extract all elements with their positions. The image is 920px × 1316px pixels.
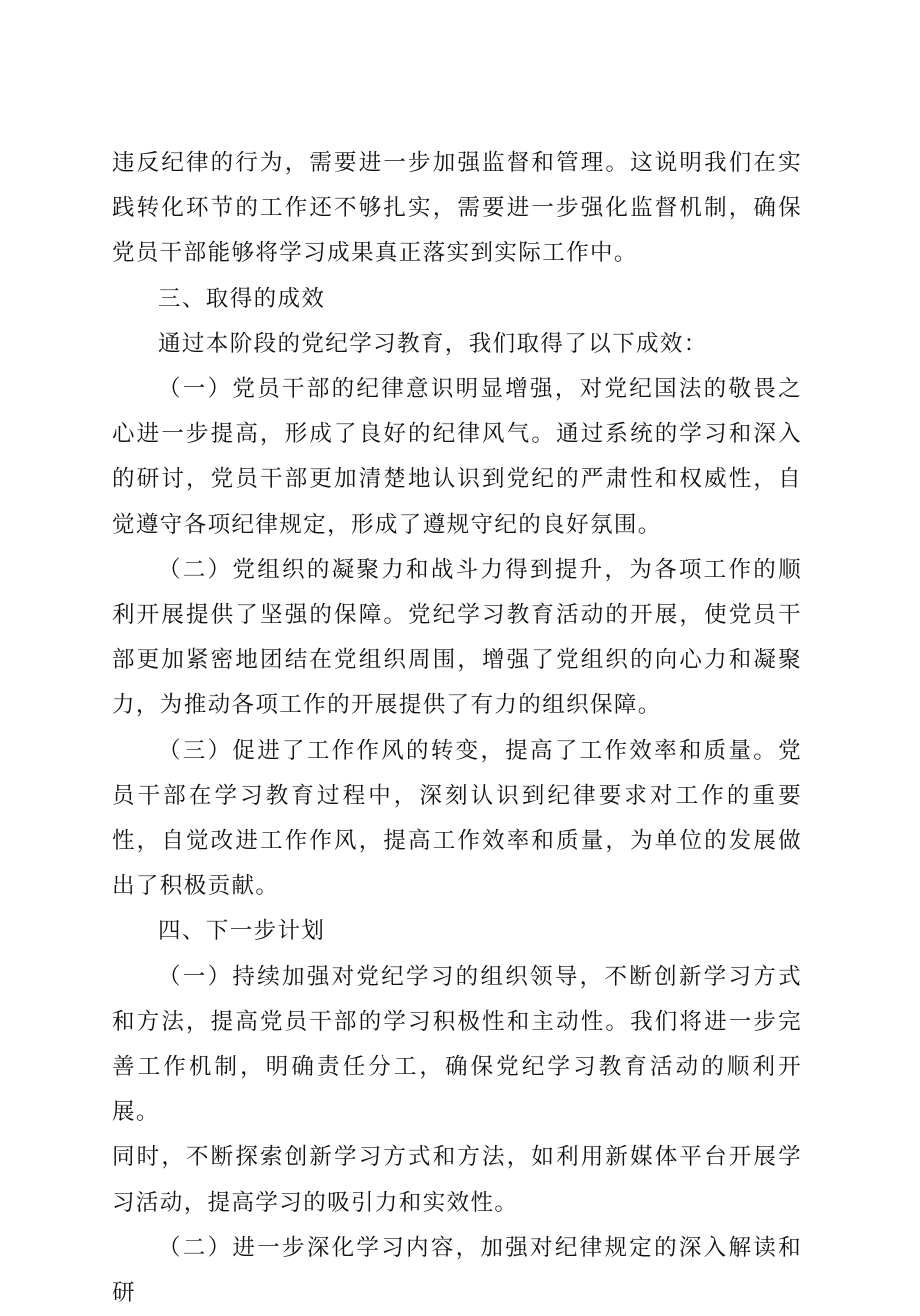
section-heading-results: 三、取得的成效 [158,285,326,312]
paragraph-result-1: （一）党员干部的纪律意识明显增强，对党纪国法的敬畏之心进一步提高，形成了良好的纪律风气。通过系统的学习和深入的研讨，党员干部更加清楚地认识到党纪的严肃性和权威性，自觉遵守各项纪律规定，形成了遵规守纪的良好氛围。 [112,376,802,538]
paragraph-result-2: （二）党组织的凝聚力和战斗力得到提升，为各项工作的顺利开展提供了坚强的保障。党纪学习教育活动的开展，使党员干部更加紧密地团结在党组织周围，增强了党组织的向心力和凝聚力，为推动各项工作的开展提供了有力的组织保障。 [112,556,802,719]
paragraph-plan-1: （一）持续加强对党纪学习的组织领导，不断创新学习方式和方法，提高党员干部的学习积极性和主动性。我们将进一步完善工作机制，明确责任分工，确保党纪学习教育活动的顺利开展。 [112,963,802,1126]
paragraph-plan-2: （二）进一步深化学习内容，加强对纪律规定的深入解读和研 [112,1234,802,1307]
paragraph-results-intro: 通过本阶段的党纪学习教育，我们取得了以下成效： [158,330,708,357]
paragraph-plan-1-continued: 同时，不断探索创新学习方式和方法，如利用新媒体平台开展学习活动，提高学习的吸引力和实效性。 [112,1144,802,1216]
document-body [112,141,802,1316]
paragraph-continuation: 违反纪律的行为，需要进一步加强监督和管理。这说明我们在实践转化环节的工作还不够扎实，需要进一步强化监督机制，确保党员干部能够将学习成果真正落实到实际工作中。 [112,150,802,267]
section-heading-next-steps: 四、下一步计划 [158,918,326,945]
paragraph-result-3: （三）促进了工作作风的转变，提高了工作效率和质量。党员干部在学习教育过程中，深刻认识到纪律要求对工作的重要性，自觉改进工作作风，提高工作效率和质量，为单位的发展做出了积极贡献。 [112,737,802,900]
